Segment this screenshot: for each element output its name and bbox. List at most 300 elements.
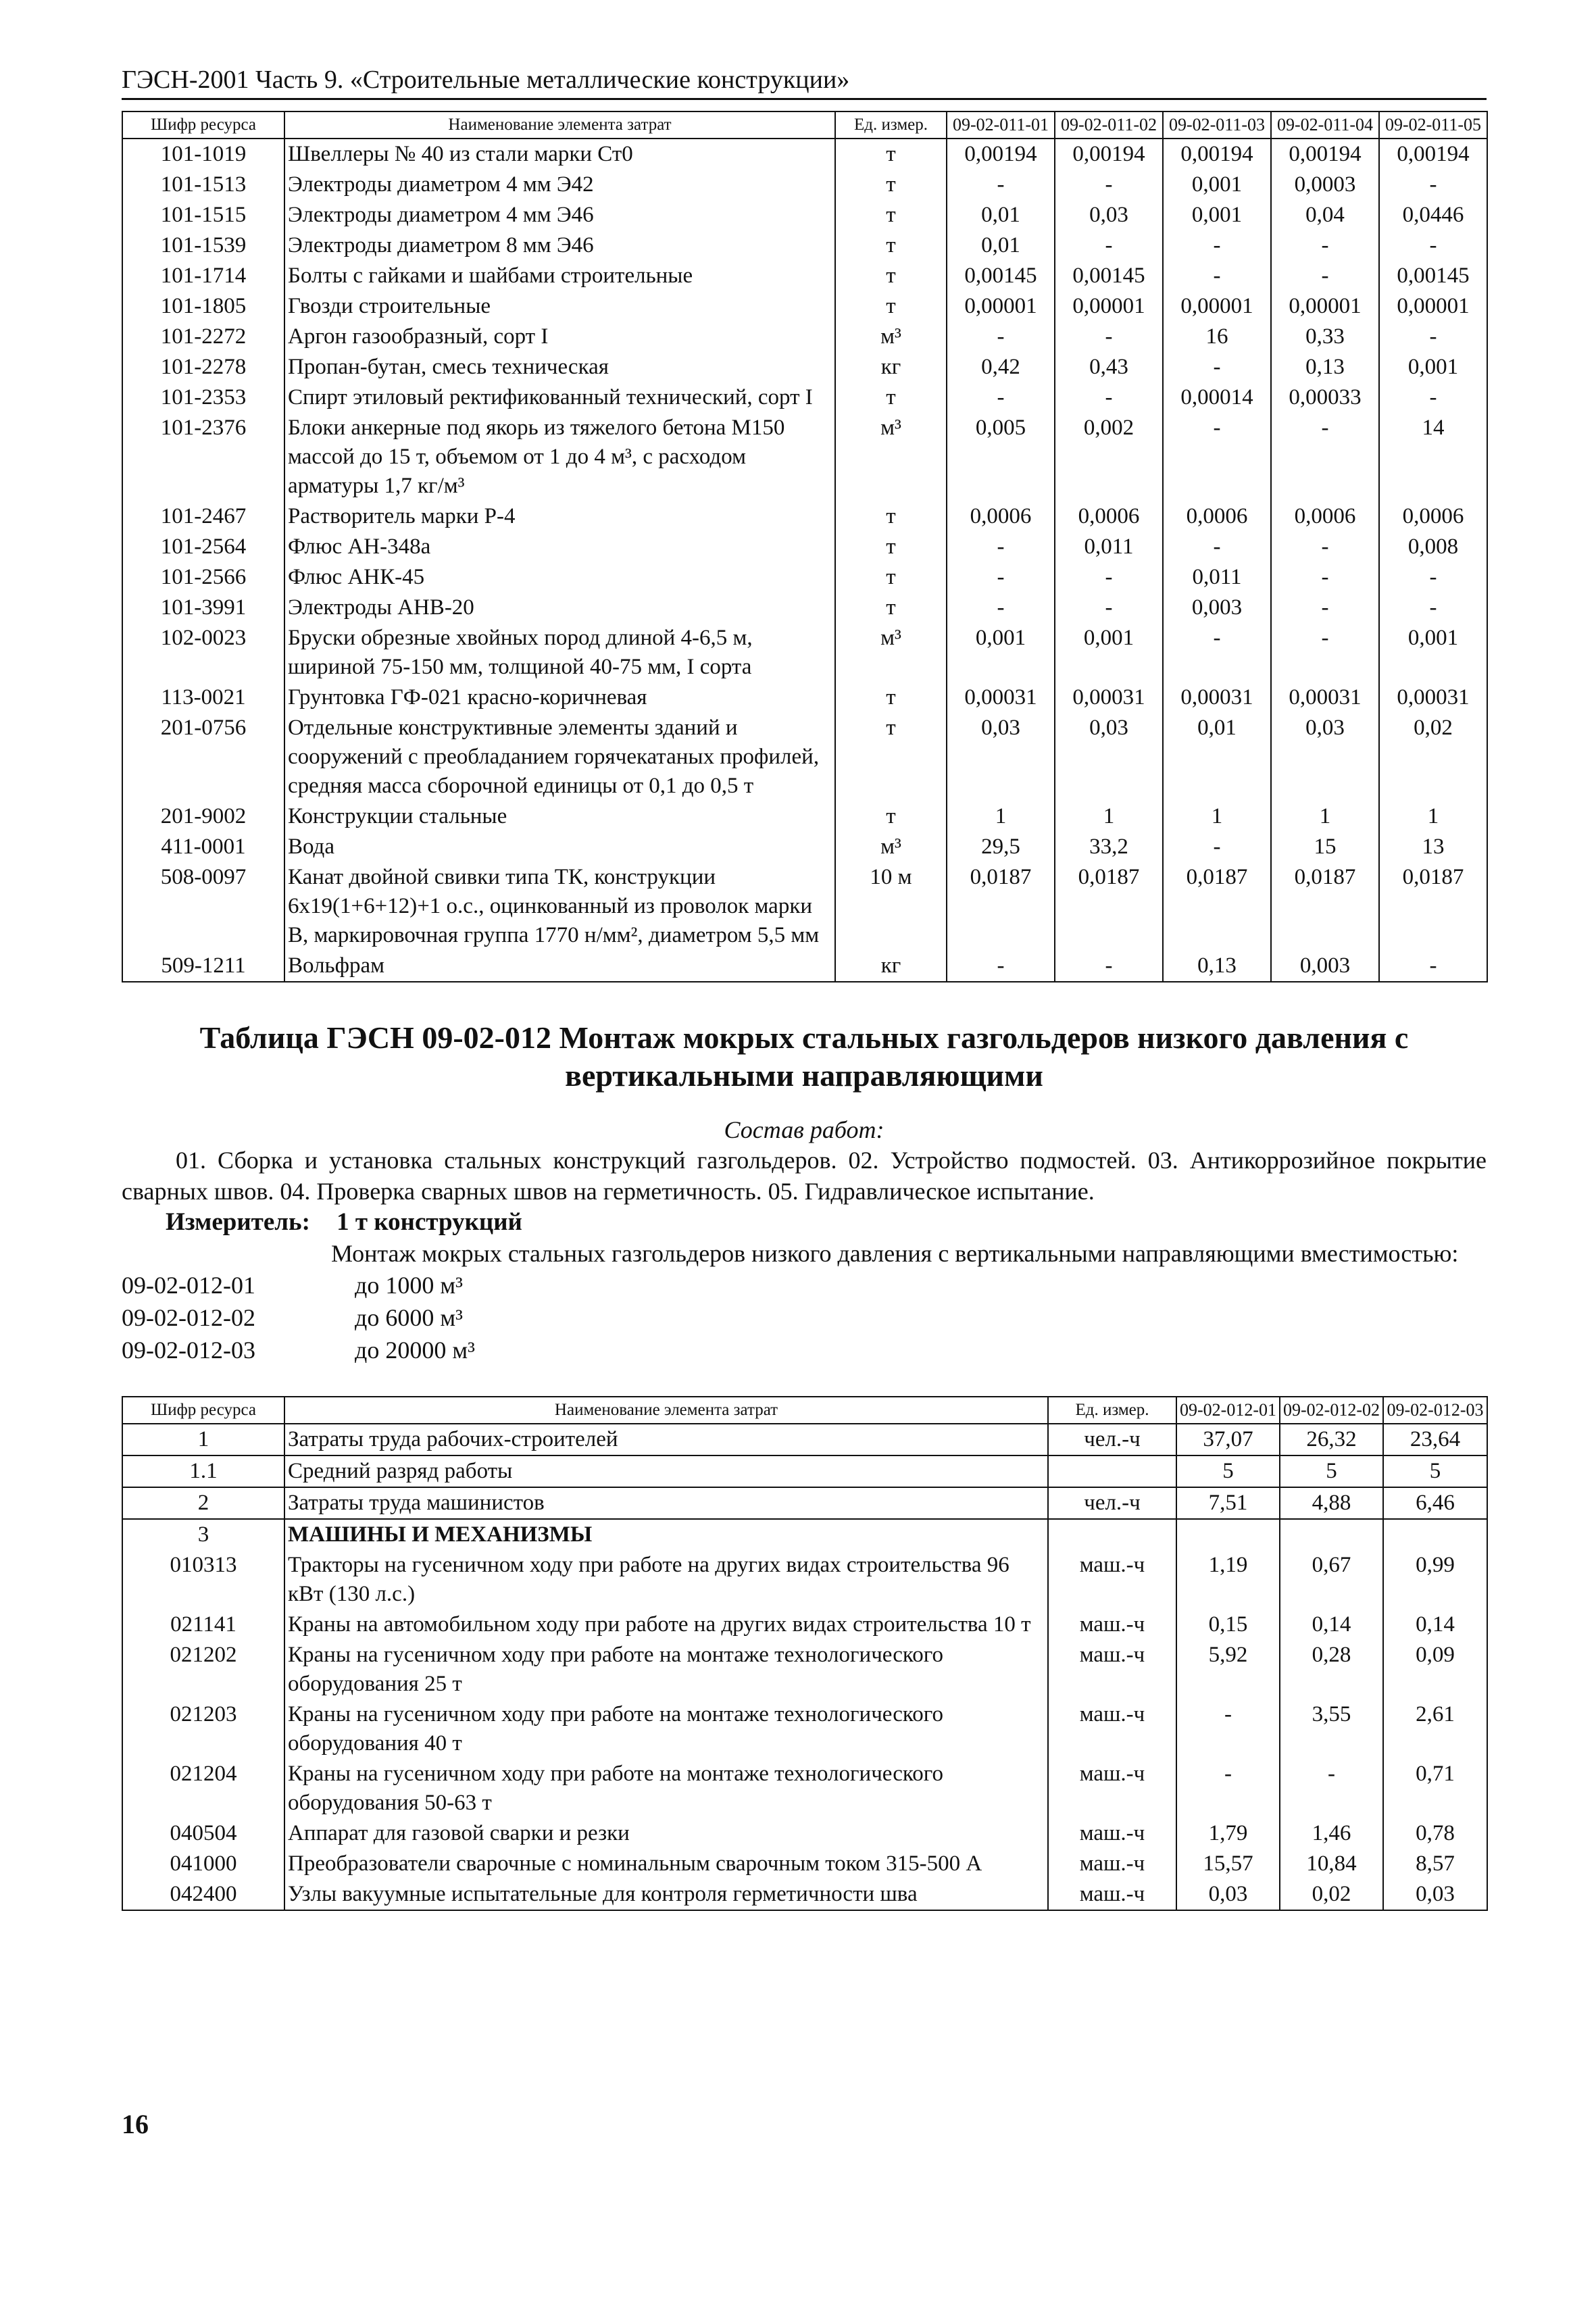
cell-value: 0,09: [1383, 1640, 1487, 1699]
cell-unit: маш.-ч: [1048, 1610, 1176, 1640]
cell-value: 3,55: [1280, 1699, 1383, 1759]
table-row: [122, 623, 1487, 682]
table-row: [122, 1424, 1487, 1455]
cell-value: 0,011: [1055, 532, 1163, 562]
cell-value: -: [1379, 951, 1487, 982]
table-row: [122, 382, 1487, 413]
cell-value: 0,00194: [1271, 139, 1379, 170]
table-row: [122, 230, 1487, 261]
cell-value: 0,04: [1271, 200, 1379, 230]
cell-unit: т: [835, 593, 947, 623]
cell-value: -: [947, 532, 1055, 562]
cell-value: -: [1379, 170, 1487, 200]
cell-value: -: [1163, 832, 1271, 862]
cell-unit: т: [835, 562, 947, 593]
cell-name: Тракторы на гусеничном ходу при работе на других видах строительства 96 кВт (130 л.с.): [284, 1550, 1048, 1610]
table-row: [122, 1879, 1487, 1910]
header-code: Шифр ресурса: [122, 111, 284, 139]
cell-name: Канат двойной свивки типа ТК, конструкции 6х19(1+6+12)+1 о.с., оцинкованный из проволок марки В, маркировочная группа 1770 н/мм², диаметром 5,5 мм: [284, 862, 835, 951]
cell-value: 5,92: [1176, 1640, 1280, 1699]
cell-value: 0,99: [1383, 1550, 1487, 1610]
cell-code: 021203: [122, 1699, 284, 1759]
cell-value: 0,03: [1383, 1879, 1487, 1910]
cell-name: Флюс АНК-45: [284, 562, 835, 593]
cell-value: 0,78: [1383, 1818, 1487, 1849]
cell-code: 040504: [122, 1818, 284, 1849]
cell-value: -: [1271, 413, 1379, 501]
cell-value: 1: [1379, 801, 1487, 832]
resources-table-011: [122, 111, 1488, 982]
running-header: ГЭСН-2001 Часть 9. «Строительные металлические конструкции»: [122, 64, 1487, 100]
cell-unit: т: [835, 261, 947, 291]
cell-value: 0,00031: [1271, 682, 1379, 713]
cell-value: 0,001: [1379, 352, 1487, 382]
header-col: 09-02-011-03: [1163, 111, 1271, 139]
cell-value: -: [1055, 562, 1163, 593]
table-row: [122, 501, 1487, 532]
table-body: [122, 1424, 1487, 1910]
cell-value: 0,03: [1055, 713, 1163, 801]
cell-unit: м³: [835, 623, 947, 682]
cell-code: 1: [122, 1424, 284, 1455]
cell-value: 0,03: [1055, 200, 1163, 230]
cell-value: 5: [1280, 1455, 1383, 1487]
cell-value: -: [1379, 230, 1487, 261]
cell-value: 0,14: [1383, 1610, 1487, 1640]
table-row: [122, 291, 1487, 322]
cell-value: 0,43: [1055, 352, 1163, 382]
cell-name: Растворитель марки Р-4: [284, 501, 835, 532]
cell-code: 509-1211: [122, 951, 284, 982]
cell-unit: т: [835, 170, 947, 200]
cell-value: 0,0187: [1379, 862, 1487, 951]
cell-unit: чел.-ч: [1048, 1424, 1176, 1455]
cell-name: Преобразователи сварочные с номинальным сварочным током 315-500 А: [284, 1849, 1048, 1879]
cell-value: 0,0006: [947, 501, 1055, 532]
cell-code: 201-9002: [122, 801, 284, 832]
cell-unit: чел.-ч: [1048, 1487, 1176, 1519]
cell-value: -: [1271, 532, 1379, 562]
cell-name: Пропан-бутан, смесь техническая: [284, 352, 835, 382]
table-row: [122, 139, 1487, 170]
cell-value: 0,03: [1176, 1879, 1280, 1910]
cell-value: 15: [1271, 832, 1379, 862]
table-row: [122, 1818, 1487, 1849]
cell-unit: м³: [835, 322, 947, 352]
cell-value: -: [1271, 562, 1379, 593]
cell-code: 3: [122, 1519, 284, 1550]
measure-label: Измеритель:: [166, 1208, 310, 1236]
composition-title: Состав работ:: [724, 1116, 884, 1143]
cell-value: 0,002: [1055, 413, 1163, 501]
cell-code: 101-2566: [122, 562, 284, 593]
cell-code: 101-1515: [122, 200, 284, 230]
cell-value: 0,0006: [1163, 501, 1271, 532]
cell-value: 1,19: [1176, 1550, 1280, 1610]
cell-value: 0,001: [947, 623, 1055, 682]
cell-value: 0,00014: [1163, 382, 1271, 413]
cell-name: Гвозди строительные: [284, 291, 835, 322]
table-header-row: [122, 1397, 1487, 1424]
cell-value: 1: [1163, 801, 1271, 832]
table-row: [122, 1519, 1487, 1550]
cell-value: 0,67: [1280, 1550, 1383, 1610]
cell-name: Болты с гайками и шайбами строительные: [284, 261, 835, 291]
resources-table-012: [122, 1396, 1488, 1911]
cell-unit: т: [835, 532, 947, 562]
table-row: [122, 1487, 1487, 1519]
cell-name: Краны на гусеничном ходу при работе на монтаже технологического оборудования 25 т: [284, 1640, 1048, 1699]
cell-value: 0,0187: [1271, 862, 1379, 951]
cell-value: -: [947, 382, 1055, 413]
cell-code: 201-0756: [122, 713, 284, 801]
table-row: [122, 832, 1487, 862]
cell-code: 508-0097: [122, 862, 284, 951]
cell-value: 0,00145: [947, 261, 1055, 291]
cell-name: Узлы вакуумные испытательные для контроля герметичности шва: [284, 1879, 1048, 1910]
header-name: Наименование элемента затрат: [284, 111, 835, 139]
cell-value: -: [1055, 170, 1163, 200]
cell-value: 0,03: [1271, 713, 1379, 801]
cell-value: 0,00031: [947, 682, 1055, 713]
cell-value: 0,001: [1163, 200, 1271, 230]
table-row: [122, 352, 1487, 382]
cell-name: Средний разряд работы: [284, 1455, 1048, 1487]
cell-value: 23,64: [1383, 1424, 1487, 1455]
table-row: [122, 200, 1487, 230]
cell-unit: маш.-ч: [1048, 1849, 1176, 1879]
cell-unit: м³: [835, 413, 947, 501]
cell-value: 0,00001: [1163, 291, 1271, 322]
cell-value: 1: [1055, 801, 1163, 832]
cell-value: -: [1163, 352, 1271, 382]
cell-value: 0,00145: [1379, 261, 1487, 291]
cell-value: 0,0187: [947, 862, 1055, 951]
header-col: 09-02-012-02: [1280, 1397, 1383, 1424]
cell-unit: маш.-ч: [1048, 1818, 1176, 1849]
cell-value: -: [1055, 230, 1163, 261]
cell-code: 101-2376: [122, 413, 284, 501]
cell-code: 101-2278: [122, 352, 284, 382]
cell-value: 0,00001: [1271, 291, 1379, 322]
cell-value: 0,00194: [947, 139, 1055, 170]
variant-text: до 6000 м³: [355, 1304, 463, 1331]
cell-value: 8,57: [1383, 1849, 1487, 1879]
table-row: [122, 1699, 1487, 1759]
measure-value: 1 т конструкций: [336, 1208, 522, 1236]
cell-value: 0,00001: [1055, 291, 1163, 322]
cell-unit: т: [835, 713, 947, 801]
cell-value: -: [947, 951, 1055, 982]
table-row: [122, 261, 1487, 291]
cell-value: 37,07: [1176, 1424, 1280, 1455]
cell-value: [1280, 1519, 1383, 1550]
header-col: 09-02-012-03: [1383, 1397, 1487, 1424]
cell-code: 010313: [122, 1550, 284, 1610]
cell-value: -: [1055, 382, 1163, 413]
cell-value: 0,13: [1163, 951, 1271, 982]
cell-value: 33,2: [1055, 832, 1163, 862]
cell-name: Краны на гусеничном ходу при работе на монтаже технологического оборудования 50-63 т: [284, 1759, 1048, 1818]
page-number: 16: [122, 2109, 149, 2139]
cell-code: 101-3991: [122, 593, 284, 623]
table-row: [122, 413, 1487, 501]
cell-code: 101-2272: [122, 322, 284, 352]
cell-value: 0,01: [947, 230, 1055, 261]
cell-name: Аргон газообразный, сорт I: [284, 322, 835, 352]
cell-value: 1,79: [1176, 1818, 1280, 1849]
cell-name: Затраты труда рабочих-строителей: [284, 1424, 1048, 1455]
cell-value: 0,005: [947, 413, 1055, 501]
cell-unit: т: [835, 501, 947, 532]
section-title: Таблица ГЭСН 09-02-012 Монтаж мокрых стальных газгольдеров низкого давления с вертикальными направляющими: [199, 1020, 1409, 1093]
table-row: [122, 1759, 1487, 1818]
cell-value: 0,0003: [1271, 170, 1379, 200]
cell-name: Вода: [284, 832, 835, 862]
cell-value: 5: [1383, 1455, 1487, 1487]
cell-name: Вольфрам: [284, 951, 835, 982]
cell-value: -: [947, 322, 1055, 352]
cell-value: 0,14: [1280, 1610, 1383, 1640]
cell-unit: маш.-ч: [1048, 1879, 1176, 1910]
cell-value: 0,00001: [947, 291, 1055, 322]
cell-unit: т: [835, 682, 947, 713]
cell-value: 15,57: [1176, 1849, 1280, 1879]
cell-unit: т: [835, 801, 947, 832]
cell-unit: т: [835, 382, 947, 413]
cell-value: 0,00145: [1055, 261, 1163, 291]
variant-list: [122, 1269, 1487, 1366]
cell-value: 0,0446: [1379, 200, 1487, 230]
cell-code: 021204: [122, 1759, 284, 1818]
variant-text: до 20000 м³: [355, 1337, 475, 1364]
cell-value: 0,003: [1163, 593, 1271, 623]
cell-value: -: [1055, 593, 1163, 623]
table-row: [122, 532, 1487, 562]
cell-name: Электроды диаметром 4 мм Э42: [284, 170, 835, 200]
cell-code: 1.1: [122, 1455, 284, 1487]
table-row: [122, 1455, 1487, 1487]
cell-value: 0,00194: [1379, 139, 1487, 170]
cell-value: 0,13: [1271, 352, 1379, 382]
cell-value: 0,0006: [1055, 501, 1163, 532]
cell-value: 1: [947, 801, 1055, 832]
cell-value: 0,011: [1163, 562, 1271, 593]
cell-name: Электроды АНВ-20: [284, 593, 835, 623]
variant-item: [122, 1334, 1487, 1366]
cell-name: Спирт этиловый ректификованный технический, сорт I: [284, 382, 835, 413]
cell-value: 0,02: [1280, 1879, 1383, 1910]
cell-code: 101-1019: [122, 139, 284, 170]
cell-code: 101-1513: [122, 170, 284, 200]
variant-text: до 1000 м³: [355, 1272, 463, 1299]
variant-item: [122, 1301, 1487, 1334]
cell-value: 0,15: [1176, 1610, 1280, 1640]
header-code: Шифр ресурса: [122, 1397, 284, 1424]
cell-unit: маш.-ч: [1048, 1699, 1176, 1759]
header-name: Наименование элемента затрат: [284, 1397, 1048, 1424]
cell-value: 0,0006: [1271, 501, 1379, 532]
cell-value: -: [1055, 951, 1163, 982]
header-col: 09-02-011-04: [1271, 111, 1379, 139]
cell-code: 041000: [122, 1849, 284, 1879]
cell-code: 2: [122, 1487, 284, 1519]
table-row: [122, 713, 1487, 801]
cell-value: 1,46: [1280, 1818, 1383, 1849]
cell-value: 0,02: [1379, 713, 1487, 801]
table-row: [122, 862, 1487, 951]
cell-value: 0,00194: [1055, 139, 1163, 170]
measure-line: [166, 1207, 1487, 1238]
cell-name: Флюс АН-348а: [284, 532, 835, 562]
table-row: [122, 1849, 1487, 1879]
cell-value: -: [947, 593, 1055, 623]
cell-code: 042400: [122, 1879, 284, 1910]
header-col: 09-02-011-01: [947, 111, 1055, 139]
table-row: [122, 951, 1487, 982]
cell-name: Швеллеры № 40 из стали марки Ст0: [284, 139, 835, 170]
cell-name: Отдельные конструктивные элементы зданий и сооружений с преобладанием горячекатаных профилей, средняя масса сборочной единицы от 0,1 до 0,5 т: [284, 713, 835, 801]
cell-value: [1383, 1519, 1487, 1550]
cell-value: [1176, 1519, 1280, 1550]
cell-value: -: [1271, 230, 1379, 261]
cell-value: 5: [1176, 1455, 1280, 1487]
cell-value: -: [1379, 382, 1487, 413]
cell-name: Конструкции стальные: [284, 801, 835, 832]
cell-value: -: [1163, 413, 1271, 501]
cell-code: 113-0021: [122, 682, 284, 713]
cell-unit: [1048, 1455, 1176, 1487]
table-row: [122, 801, 1487, 832]
cell-value: -: [1163, 623, 1271, 682]
cell-unit: т: [835, 230, 947, 261]
cell-value: -: [1163, 532, 1271, 562]
cell-value: 0,001: [1379, 623, 1487, 682]
cell-code: 021202: [122, 1640, 284, 1699]
cell-value: 0,01: [947, 200, 1055, 230]
cell-value: 7,51: [1176, 1487, 1280, 1519]
cell-unit: кг: [835, 951, 947, 982]
cell-value: -: [1176, 1699, 1280, 1759]
cell-value: 0,00031: [1379, 682, 1487, 713]
table-header-row: [122, 111, 1487, 139]
cell-name: Аппарат для газовой сварки и резки: [284, 1818, 1048, 1849]
cell-value: -: [1163, 261, 1271, 291]
cell-value: 26,32: [1280, 1424, 1383, 1455]
cell-name: Краны на гусеничном ходу при работе на монтаже технологического оборудования 40 т: [284, 1699, 1048, 1759]
cell-name: Затраты труда машинистов: [284, 1487, 1048, 1519]
cell-code: 101-1805: [122, 291, 284, 322]
cell-code: 101-2353: [122, 382, 284, 413]
cell-value: -: [1379, 562, 1487, 593]
cell-value: 10,84: [1280, 1849, 1383, 1879]
cell-value: 0,0187: [1055, 862, 1163, 951]
cell-unit: маш.-ч: [1048, 1550, 1176, 1610]
cell-value: 0,001: [1055, 623, 1163, 682]
cell-code: 102-0023: [122, 623, 284, 682]
cell-unit: кг: [835, 352, 947, 382]
cell-value: 0,28: [1280, 1640, 1383, 1699]
table-row: [122, 170, 1487, 200]
cell-value: 0,00194: [1163, 139, 1271, 170]
table-row: [122, 1640, 1487, 1699]
header-unit: Ед. измер.: [1048, 1397, 1176, 1424]
cell-value: 0,00031: [1163, 682, 1271, 713]
cell-value: 0,00033: [1271, 382, 1379, 413]
cell-name: Блоки анкерные под якорь из тяжелого бетона М150 массой до 15 т, объемом от 1 до 4 м³, с расходом арматуры 1,7 кг/м³: [284, 413, 835, 501]
cell-value: -: [1271, 623, 1379, 682]
cell-value: -: [1271, 261, 1379, 291]
cell-unit: т: [835, 200, 947, 230]
cell-value: 2,61: [1383, 1699, 1487, 1759]
cell-unit: маш.-ч: [1048, 1759, 1176, 1818]
cell-value: 0,001: [1163, 170, 1271, 200]
cell-name: Грунтовка ГФ-021 красно-коричневая: [284, 682, 835, 713]
cell-unit: 10 м: [835, 862, 947, 951]
cell-name: Электроды диаметром 4 мм Э46: [284, 200, 835, 230]
header-col: 09-02-011-05: [1379, 111, 1487, 139]
variant-code: 09-02-012-02: [122, 1304, 255, 1331]
cell-value: 0,00031: [1055, 682, 1163, 713]
cell-unit: т: [835, 291, 947, 322]
cell-value: -: [1176, 1759, 1280, 1818]
cell-name: Краны на автомобильном ходу при работе на других видах строительства 10 т: [284, 1610, 1048, 1640]
cell-value: 0,33: [1271, 322, 1379, 352]
table-row: [122, 593, 1487, 623]
cell-value: 0,03: [947, 713, 1055, 801]
cell-value: 16: [1163, 322, 1271, 352]
cell-value: -: [1271, 593, 1379, 623]
cell-value: 0,008: [1379, 532, 1487, 562]
cell-value: 13: [1379, 832, 1487, 862]
cell-name: Бруски обрезные хвойных пород длиной 4-6,5 м, шириной 75-150 мм, толщиной 40-75 мм, I сорта: [284, 623, 835, 682]
cell-code: 411-0001: [122, 832, 284, 862]
cell-value: -: [1163, 230, 1271, 261]
cell-value: 6,46: [1383, 1487, 1487, 1519]
cell-unit: [1048, 1519, 1176, 1550]
table-body: [122, 139, 1487, 982]
composition-text: 01. Сборка и установка стальных конструкций газгольдеров. 02. Устройство подмостей. 03. Антикоррозийное покрытие сварных швов. 04. Проверка сварных швов на герметичность. 05. Гидравлическое испытание.: [122, 1147, 1487, 1205]
document-page: [122, 64, 1487, 1911]
cell-value: 0,42: [947, 352, 1055, 382]
cell-value: -: [947, 562, 1055, 593]
cell-unit: т: [835, 139, 947, 170]
cell-code: 101-2564: [122, 532, 284, 562]
variant-code: 09-02-012-01: [122, 1272, 255, 1299]
variant-description: Монтаж мокрых стальных газгольдеров низкого давления с вертикальными направляющими вместимостью:: [331, 1240, 1459, 1267]
cell-value: 0,01: [1163, 713, 1271, 801]
table-row: [122, 682, 1487, 713]
cell-value: -: [1280, 1759, 1383, 1818]
cell-value: 0,0187: [1163, 862, 1271, 951]
cell-value: -: [1055, 322, 1163, 352]
variant-item: [122, 1269, 1487, 1301]
cell-value: 0,003: [1271, 951, 1379, 982]
cell-value: 1: [1271, 801, 1379, 832]
cell-value: -: [1379, 322, 1487, 352]
cell-value: 0,71: [1383, 1759, 1487, 1818]
cell-value: 0,0006: [1379, 501, 1487, 532]
cell-code: 101-2467: [122, 501, 284, 532]
cell-name: Электроды диаметром 8 мм Э46: [284, 230, 835, 261]
cell-code: 101-1539: [122, 230, 284, 261]
variant-code: 09-02-012-03: [122, 1337, 255, 1364]
table-row: [122, 322, 1487, 352]
header-col: 09-02-011-02: [1055, 111, 1163, 139]
cell-value: 14: [1379, 413, 1487, 501]
table-row: [122, 562, 1487, 593]
cell-value: 29,5: [947, 832, 1055, 862]
